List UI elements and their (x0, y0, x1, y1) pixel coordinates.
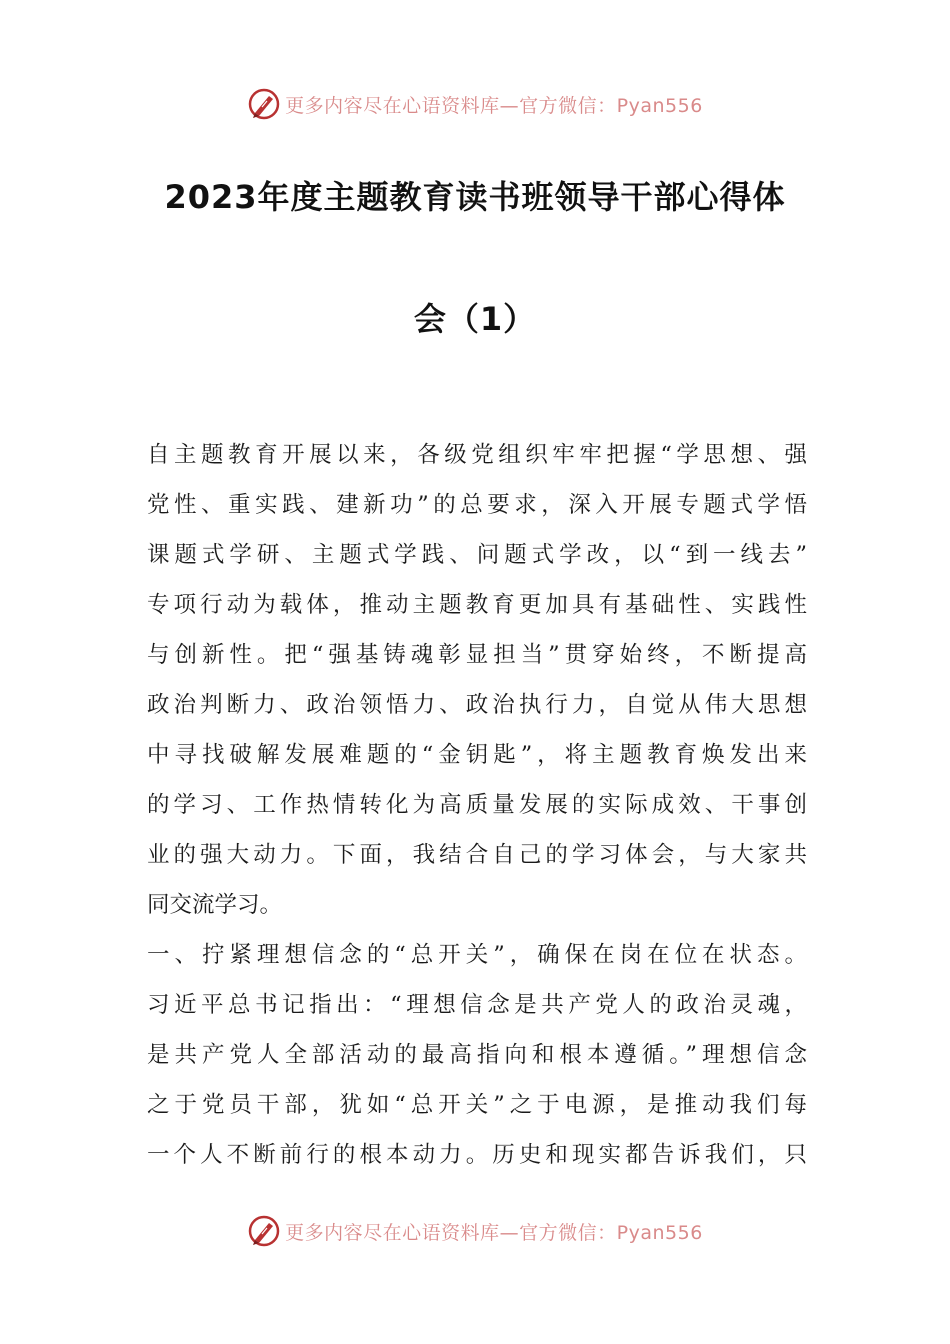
body-line: 自主题教育开展以来，各级党组织牢牢把握“学思想、强 (147, 442, 807, 468)
watermark-text: 更多内容尽在心语资料库—官方微信：Pyan556 (285, 1221, 703, 1244)
body-line: 政治判断力、政治领悟力、政治执行力，自觉从伟大思想 (147, 692, 807, 718)
body-line: 中寻找破解发展难题的“金钥匙”，将主题教育焕发出来 (147, 742, 807, 768)
section-heading-line: 一、拧紧理想信念的“总开关”，确保在岗在位在状态。 (147, 942, 807, 968)
watermark-text: 更多内容尽在心语资料库—官方微信：Pyan556 (285, 94, 703, 117)
body-line: 同交流学习。 (147, 892, 283, 918)
body-line: 之于党员干部，犹如“总开关”之于电源，是推动我们每 (147, 1092, 807, 1118)
header-watermark-banner (0, 84, 950, 124)
body-line: 一个人不断前行的根本动力。历史和现实都告诉我们，只 (147, 1142, 807, 1168)
document-title-line-1: 2023年度主题教育读书班领导干部心得体 (164, 178, 786, 216)
body-line: 党性、重实践、建新功”的总要求，深入开展专题式学悟 (147, 492, 807, 518)
body-line: 专项行动为载体，推动主题教育更加具有基础性、实践性 (147, 592, 807, 618)
body-line: 与创新性。把“强基铸魂彰显担当”贯穿始终，不断提高 (147, 642, 807, 668)
body-line: 课题式学研、主题式学践、问题式学改，以“到一线去” (147, 542, 807, 568)
body-line: 是共产党人全部活动的最高指向和根本遵循。”理想信念 (147, 1042, 807, 1068)
body-line: 习近平总书记指出：“理想信念是共产党人的政治灵魂， (147, 992, 807, 1018)
pen-nib-logo-icon (247, 87, 281, 121)
document-title-line-2: 会（1） (413, 300, 537, 338)
body-line: 的学习、工作热情转化为高质量发展的实际成效、干事创 (147, 792, 807, 818)
footer-watermark-banner (0, 1211, 950, 1251)
pen-nib-logo-icon (247, 1214, 281, 1248)
body-line: 业的强大动力。下面，我结合自己的学习体会，与大家共 (147, 842, 807, 868)
